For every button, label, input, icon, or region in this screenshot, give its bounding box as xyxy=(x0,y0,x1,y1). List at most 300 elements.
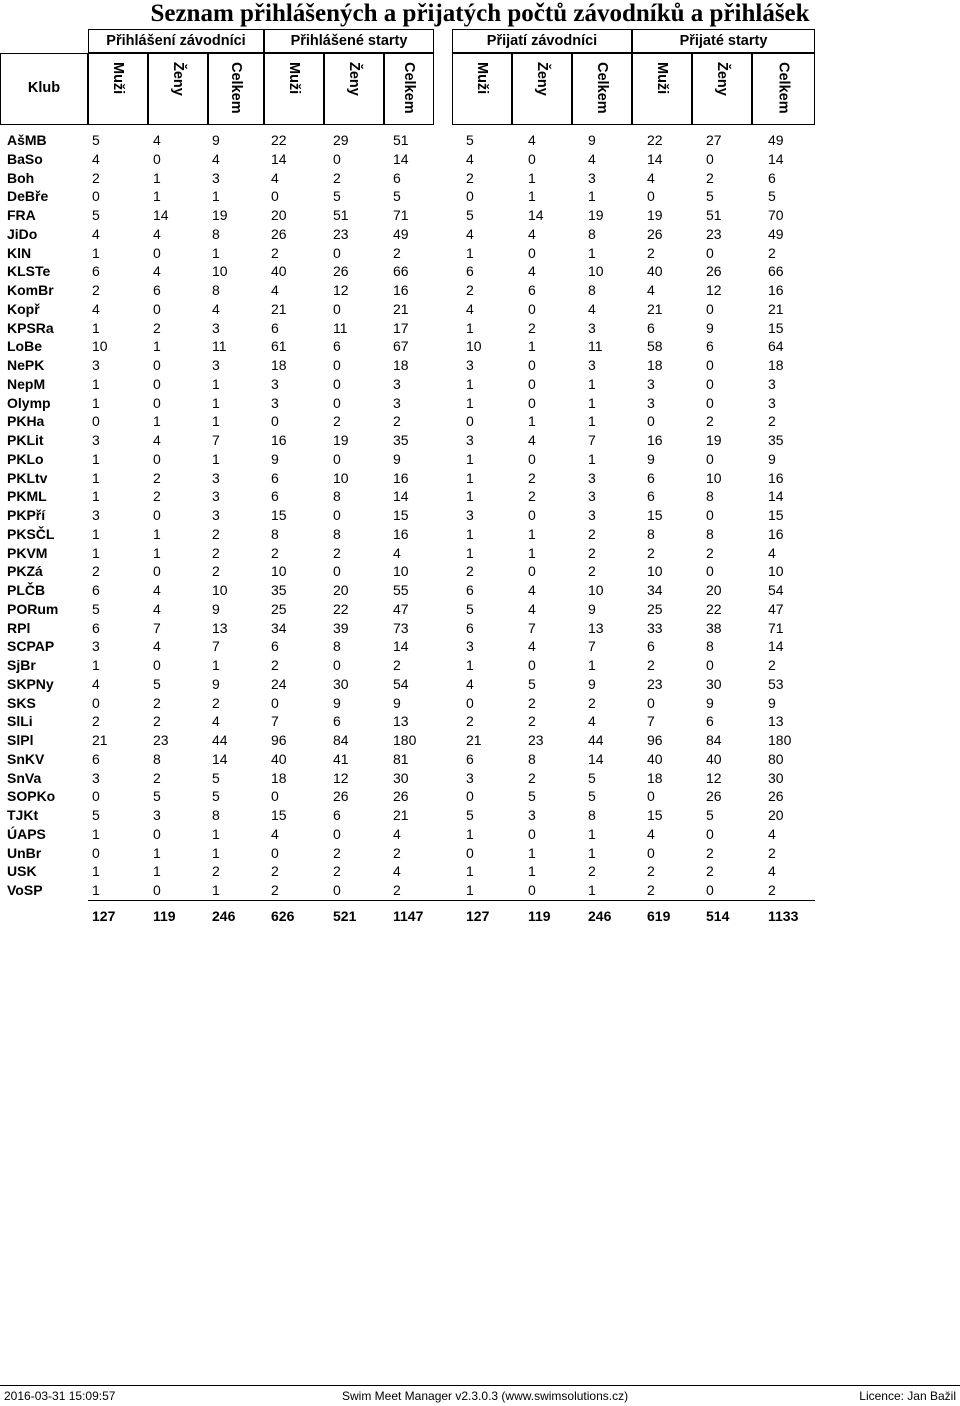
table-cell: 26 xyxy=(706,263,722,280)
table-cell: 0 xyxy=(333,244,341,261)
table-cell: 2 xyxy=(768,413,776,430)
club-code: Olymp xyxy=(7,394,51,411)
table-cell: 0 xyxy=(706,300,714,317)
table-row xyxy=(0,131,815,150)
club-code: DeBře xyxy=(7,188,49,205)
table-cell: 2 xyxy=(271,863,279,880)
column-header-5 xyxy=(324,53,384,125)
table-cell: 2 xyxy=(647,244,655,261)
table-cell: 0 xyxy=(706,563,714,580)
table-cell: 47 xyxy=(768,600,784,617)
table-cell: 5 xyxy=(466,807,474,823)
table-cell: 30 xyxy=(393,769,409,786)
table-cell: 6 xyxy=(466,582,474,598)
table-cell: 1 xyxy=(588,450,596,467)
table-cell: 12 xyxy=(333,282,349,298)
table-cell: 67 xyxy=(393,338,409,355)
table-cell: 3 xyxy=(212,488,220,505)
table-cell: 1 xyxy=(466,544,474,561)
column-header-row xyxy=(0,53,815,125)
table-cell: 8 xyxy=(706,488,714,505)
table-cell: 9 xyxy=(647,450,655,467)
table-cell: 6 xyxy=(706,713,714,730)
table-row xyxy=(0,244,815,263)
table-cell: 10 xyxy=(333,469,349,486)
table-cell: 4 xyxy=(153,225,161,242)
table-cell: 5 xyxy=(466,600,474,617)
table-cell: 2 xyxy=(706,863,714,880)
table-cell: 1 xyxy=(153,525,161,542)
table-cell: 6 xyxy=(271,638,279,655)
table-cell: 2 xyxy=(393,244,401,261)
table-cell: 16 xyxy=(647,432,663,448)
column-label: Muži xyxy=(286,62,302,95)
table-cell: 0 xyxy=(153,450,161,467)
table-cell: 40 xyxy=(271,750,287,767)
table-cell: 7 xyxy=(153,619,161,636)
table-cell: 30 xyxy=(333,675,349,692)
table-cell: 9 xyxy=(706,694,714,711)
table-cell: 1 xyxy=(92,863,100,880)
table-cell: 4 xyxy=(393,863,401,880)
table-row xyxy=(0,431,815,450)
table-cell: 4 xyxy=(466,150,474,167)
total-cell: 127 xyxy=(466,908,490,924)
table-cell: 49 xyxy=(393,225,409,242)
club-code: PKPří xyxy=(7,507,46,523)
table-cell: 4 xyxy=(271,825,279,842)
table-cell: 30 xyxy=(768,769,784,786)
table-cell: 9 xyxy=(271,450,279,467)
table-cell: 7 xyxy=(212,638,220,655)
column-label: Ženy xyxy=(170,62,186,96)
table-cell: 23 xyxy=(528,732,544,748)
table-cell: 0 xyxy=(647,413,655,430)
table-cell: 35 xyxy=(768,432,784,448)
table-cell: 3 xyxy=(466,638,474,655)
table-cell: 12 xyxy=(706,282,722,298)
table-cell: 0 xyxy=(647,188,655,205)
table-cell: 34 xyxy=(271,619,287,636)
table-cell: 1 xyxy=(528,844,536,861)
table-cell: 2 xyxy=(212,694,220,711)
table-cell: 10 xyxy=(212,263,228,280)
table-cell: 2 xyxy=(768,882,776,898)
club-code: PKLit xyxy=(7,432,44,448)
table-cell: 0 xyxy=(153,825,161,842)
table-cell: 9 xyxy=(768,450,776,467)
table-cell: 54 xyxy=(768,582,784,598)
table-cell: 2 xyxy=(393,844,401,861)
table-row xyxy=(0,319,815,338)
table-cell: 5 xyxy=(92,207,100,223)
table-row xyxy=(0,562,815,581)
table-cell: 6 xyxy=(153,282,161,298)
table-cell: 0 xyxy=(271,788,279,805)
table-cell: 0 xyxy=(153,882,161,898)
table-cell: 0 xyxy=(153,563,161,580)
table-cell: 20 xyxy=(271,207,287,223)
table-row xyxy=(0,187,815,206)
table-cell: 2 xyxy=(466,713,474,730)
table-cell: 0 xyxy=(706,375,714,392)
table-row xyxy=(0,281,815,300)
table-cell: 4 xyxy=(768,863,776,880)
table-cell: 16 xyxy=(393,525,409,542)
table-cell: 6 xyxy=(706,338,714,355)
table-cell: 3 xyxy=(92,507,100,523)
table-cell: 1 xyxy=(466,244,474,261)
table-cell: 14 xyxy=(768,150,784,167)
table-cell: 15 xyxy=(647,507,663,523)
column-header-10 xyxy=(632,53,692,125)
club-code: SKS xyxy=(7,694,36,711)
table-cell: 4 xyxy=(153,263,161,280)
table-cell: 180 xyxy=(768,732,792,748)
table-cell: 26 xyxy=(706,788,722,805)
table-cell: 1 xyxy=(153,188,161,205)
table-row xyxy=(0,656,815,675)
table-cell: 3 xyxy=(271,375,279,392)
table-cell: 7 xyxy=(528,619,536,636)
table-cell: 58 xyxy=(647,338,663,355)
table-cell: 22 xyxy=(706,600,722,617)
table-cell: 1 xyxy=(153,544,161,561)
table-cell: 30 xyxy=(706,675,722,692)
table-cell: 14 xyxy=(768,488,784,505)
table-cell: 49 xyxy=(768,132,784,148)
table-cell: 9 xyxy=(212,600,220,617)
club-code: TJKt xyxy=(7,807,39,823)
table-row xyxy=(0,375,815,394)
table-cell: 51 xyxy=(706,207,722,223)
table-cell: 6 xyxy=(92,582,100,598)
club-code: SnKV xyxy=(7,750,45,767)
table-cell: 4 xyxy=(768,544,776,561)
table-cell: 2 xyxy=(647,863,655,880)
table-cell: 2 xyxy=(271,657,279,673)
table-row xyxy=(0,450,815,469)
table-cell: 3 xyxy=(92,357,100,373)
table-cell: 1 xyxy=(92,319,100,336)
table-cell: 19 xyxy=(706,432,722,448)
club-code: PKML xyxy=(7,488,47,505)
table-cell: 4 xyxy=(92,300,100,317)
klub-label: Klub xyxy=(27,80,61,96)
table-cell: 3 xyxy=(588,319,596,336)
table-cell: 26 xyxy=(768,788,784,805)
table-cell: 2 xyxy=(528,694,536,711)
table-cell: 5 xyxy=(393,188,401,205)
table-cell: 13 xyxy=(393,713,409,730)
table-cell: 15 xyxy=(271,507,287,523)
table-cell: 9 xyxy=(393,450,401,467)
table-cell: 2 xyxy=(528,769,536,786)
table-cell: 2 xyxy=(271,882,279,898)
table-cell: 4 xyxy=(212,150,220,167)
table-cell: 22 xyxy=(647,132,663,148)
table-cell: 40 xyxy=(271,263,287,280)
table-cell: 26 xyxy=(333,788,349,805)
table-cell: 1 xyxy=(92,469,100,486)
club-code: PKSČL xyxy=(7,525,55,542)
table-cell: 0 xyxy=(333,657,341,673)
table-cell: 1 xyxy=(92,544,100,561)
club-code: FRA xyxy=(7,207,36,223)
table-cell: 1 xyxy=(212,413,220,430)
table-cell: 2 xyxy=(466,169,474,186)
table-cell: 9 xyxy=(588,675,596,692)
table-cell: 6 xyxy=(271,488,279,505)
table-cell: 0 xyxy=(528,825,536,842)
table-cell: 1 xyxy=(92,488,100,505)
table-cell: 21 xyxy=(271,300,287,317)
table-cell: 6 xyxy=(647,638,655,655)
club-code: SKPNy xyxy=(7,675,54,692)
table-row xyxy=(0,600,815,619)
table-cell: 16 xyxy=(768,469,784,486)
table-cell: 8 xyxy=(706,525,714,542)
table-cell: 2 xyxy=(333,863,341,880)
table-cell: 0 xyxy=(528,507,536,523)
table-cell: 19 xyxy=(333,432,349,448)
table-cell: 1 xyxy=(466,469,474,486)
table-cell: 2 xyxy=(212,544,220,561)
table-cell: 24 xyxy=(271,675,287,692)
table-cell: 0 xyxy=(466,694,474,711)
table-cell: 3 xyxy=(466,769,474,786)
table-cell: 22 xyxy=(271,132,287,148)
table-cell: 18 xyxy=(768,357,784,373)
table-row xyxy=(0,769,815,788)
table-row xyxy=(0,712,815,731)
table-cell: 20 xyxy=(706,582,722,598)
table-cell: 1 xyxy=(212,657,220,673)
table-cell: 0 xyxy=(153,657,161,673)
table-cell: 5 xyxy=(92,807,100,823)
table-cell: 21 xyxy=(466,732,482,748)
table-row xyxy=(0,862,815,881)
table-cell: 0 xyxy=(92,694,100,711)
table-cell: 4 xyxy=(466,225,474,242)
table-cell: 40 xyxy=(647,263,663,280)
table-cell: 15 xyxy=(393,507,409,523)
table-cell: 1 xyxy=(466,863,474,880)
table-cell: 0 xyxy=(528,563,536,580)
table-row xyxy=(0,544,815,563)
table-cell: 5 xyxy=(466,207,474,223)
club-code: PORum xyxy=(7,600,59,617)
table-cell: 10 xyxy=(706,469,722,486)
table-cell: 0 xyxy=(92,413,100,430)
table-cell: 6 xyxy=(333,338,341,355)
table-cell: 9 xyxy=(212,132,220,148)
table-cell: 7 xyxy=(271,713,279,730)
table-cell: 0 xyxy=(153,150,161,167)
table-cell: 3 xyxy=(212,357,220,373)
table-cell: 25 xyxy=(647,600,663,617)
table-cell: 25 xyxy=(271,600,287,617)
table-cell: 3 xyxy=(212,469,220,486)
table-cell: 0 xyxy=(706,825,714,842)
table-row xyxy=(0,506,815,525)
table-cell: 2 xyxy=(153,488,161,505)
table-cell: 8 xyxy=(706,638,714,655)
table-cell: 11 xyxy=(333,319,348,336)
table-cell: 21 xyxy=(647,300,663,317)
table-cell: 2 xyxy=(588,694,596,711)
club-code: SlPl xyxy=(7,732,34,748)
table-cell: 0 xyxy=(271,694,279,711)
table-cell: 96 xyxy=(271,732,287,748)
table-cell: 2 xyxy=(333,544,341,561)
table-row xyxy=(0,881,815,900)
table-cell: 6 xyxy=(271,469,279,486)
club-code: KPSRa xyxy=(7,319,54,336)
table-row xyxy=(0,787,815,806)
table-cell: 2 xyxy=(588,525,596,542)
table-cell: 1 xyxy=(92,825,100,842)
table-cell: 14 xyxy=(393,150,409,167)
group-header-prihlaseni-zavodnici: Přihlášení závodníci xyxy=(88,29,264,53)
table-cell: 20 xyxy=(768,807,784,823)
table-cell: 5 xyxy=(588,788,596,805)
table-row xyxy=(0,750,815,769)
table-cell: 1 xyxy=(588,244,596,261)
table-cell: 1 xyxy=(466,825,474,842)
table-cell: 2 xyxy=(153,769,161,786)
club-code: PKLo xyxy=(7,450,44,467)
table-cell: 23 xyxy=(706,225,722,242)
table-cell: 4 xyxy=(647,825,655,842)
table-cell: 6 xyxy=(466,619,474,636)
group-header-prihlasene-starty: Přihlášené starty xyxy=(264,29,434,53)
table-cell: 64 xyxy=(768,338,784,355)
table-cell: 23 xyxy=(333,225,349,242)
table-cell: 21 xyxy=(92,732,108,748)
table-cell: 0 xyxy=(647,844,655,861)
column-label: Celkem xyxy=(228,62,244,114)
table-cell: 8 xyxy=(333,638,341,655)
table-cell: 11 xyxy=(588,338,603,355)
table-cell: 5 xyxy=(333,188,341,205)
table-cell: 5 xyxy=(466,132,474,148)
table-cell: 0 xyxy=(333,450,341,467)
table-cell: 2 xyxy=(588,863,596,880)
column-label: Muži xyxy=(654,62,670,95)
table-cell: 2 xyxy=(466,563,474,580)
table-cell: 41 xyxy=(333,750,349,767)
table-cell: 4 xyxy=(768,825,776,842)
table-cell: 0 xyxy=(466,413,474,430)
total-cell: 1133 xyxy=(768,908,799,924)
table-cell: 2 xyxy=(153,319,161,336)
table-cell: 2 xyxy=(333,413,341,430)
table-cell: 3 xyxy=(466,507,474,523)
column-label: Ženy xyxy=(534,62,550,96)
table-cell: 19 xyxy=(647,207,663,223)
table-cell: 4 xyxy=(212,300,220,317)
club-code: KLSTe xyxy=(7,263,51,280)
club-code: BaSo xyxy=(7,150,43,167)
table-cell: 1 xyxy=(92,394,100,411)
table-cell: 4 xyxy=(647,282,655,298)
table-cell: 2 xyxy=(92,563,100,580)
table-cell: 49 xyxy=(768,225,784,242)
totals-row xyxy=(0,907,815,927)
table-cell: 2 xyxy=(466,282,474,298)
table-cell: 0 xyxy=(647,788,655,805)
table-cell: 0 xyxy=(92,188,100,205)
table-cell: 11 xyxy=(212,338,227,355)
table-cell: 51 xyxy=(393,132,409,148)
table-cell: 6 xyxy=(333,713,341,730)
table-cell: 2 xyxy=(768,657,776,673)
table-cell: 26 xyxy=(271,225,287,242)
table-cell: 3 xyxy=(588,357,596,373)
table-cell: 21 xyxy=(768,300,784,317)
table-cell: 3 xyxy=(768,394,776,411)
table-cell: 4 xyxy=(153,600,161,617)
club-code: VoSP xyxy=(7,882,43,898)
column-header-4 xyxy=(264,53,324,125)
table-cell: 0 xyxy=(466,844,474,861)
column-label: Ženy xyxy=(714,62,730,96)
table-cell: 0 xyxy=(153,394,161,411)
table-row xyxy=(0,150,815,169)
table-cell: 4 xyxy=(393,825,401,842)
club-code: Kopř xyxy=(7,300,40,317)
table-cell: 14 xyxy=(588,750,604,767)
table-cell: 20 xyxy=(333,582,349,598)
table-cell: 0 xyxy=(333,357,341,373)
table-cell: 2 xyxy=(393,882,401,898)
table-cell: 0 xyxy=(466,788,474,805)
table-cell: 2 xyxy=(212,863,220,880)
club-code: KlN xyxy=(7,244,32,261)
table-cell: 17 xyxy=(393,319,409,336)
table-cell: 1 xyxy=(528,525,536,542)
table-cell: 6 xyxy=(647,319,655,336)
table-cell: 1 xyxy=(212,375,220,392)
table-cell: 1 xyxy=(212,882,220,898)
table-cell: 1 xyxy=(466,525,474,542)
table-cell: 8 xyxy=(647,525,655,542)
table-cell: 3 xyxy=(212,319,220,336)
table-cell: 4 xyxy=(92,150,100,167)
table-cell: 27 xyxy=(706,132,722,148)
table-cell: 14 xyxy=(647,150,663,167)
table-cell: 0 xyxy=(528,394,536,411)
total-cell: 119 xyxy=(528,908,551,924)
club-code: SlLi xyxy=(7,713,33,730)
table-cell: 1 xyxy=(528,338,536,355)
table-cell: 0 xyxy=(647,694,655,711)
table-cell: 16 xyxy=(393,282,409,298)
table-cell: 2 xyxy=(92,169,100,186)
table-cell: 5 xyxy=(528,675,536,692)
table-cell: 0 xyxy=(271,844,279,861)
table-cell: 2 xyxy=(528,319,536,336)
table-cell: 3 xyxy=(92,638,100,655)
table-cell: 4 xyxy=(528,582,536,598)
table-cell: 0 xyxy=(528,375,536,392)
table-cell: 1 xyxy=(528,169,536,186)
total-cell: 119 xyxy=(153,908,176,924)
table-cell: 5 xyxy=(212,769,220,786)
table-cell: 10 xyxy=(271,563,287,580)
table-cell: 4 xyxy=(271,282,279,298)
